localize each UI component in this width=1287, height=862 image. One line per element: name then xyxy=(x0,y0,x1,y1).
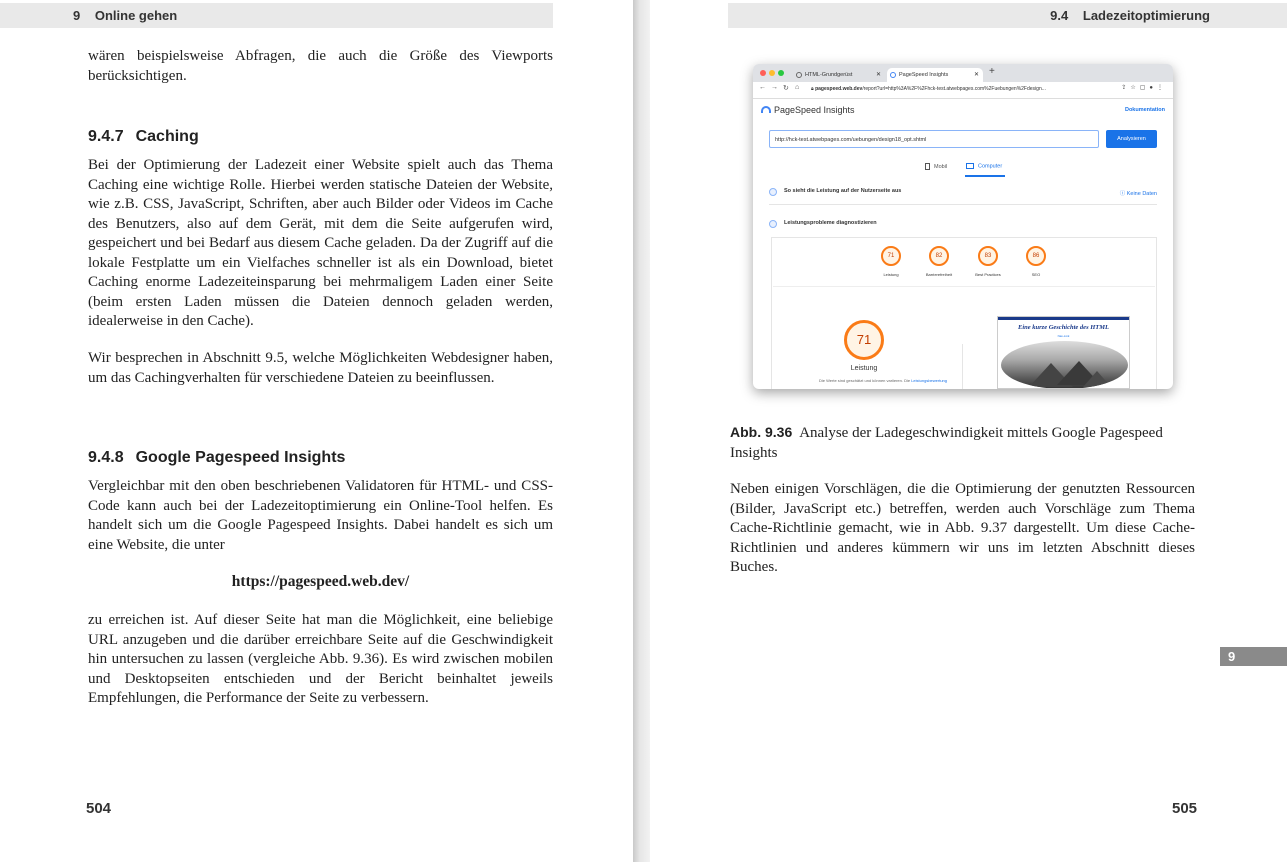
preview-title: Eine kurze Geschichte des HTML xyxy=(1018,324,1109,331)
tab-title: HTML-Grundgerüst xyxy=(805,72,853,78)
intro-paragraph: wären beispielsweise Abfragen, die auch die Größe des Viewports berücksichtigen. xyxy=(88,48,553,84)
browser-tab-html[interactable] xyxy=(793,68,885,82)
pagespeed-paragraph-1: Vergleichbar mit den oben beschriebenen Validatoren für HTML- und CSS-Code kann auch bei der Ladezeitoptimierung ein Online-Tool helfen. Es handelt sich um die Google Pagespeed Insights. Dabei handelt es sich um eine Website, die unter xyxy=(88,478,553,553)
score-label: Leistung xyxy=(883,272,899,277)
caption-text: Analyse der Ladegeschwindigkeit mittels Google Pagespeed Insights xyxy=(730,425,1163,461)
score-label: SEO xyxy=(1031,272,1041,277)
right-paragraph: Neben einigen Vorschlägen, die die Optimierung der genutzten Ressourcen (Bilder, JavaScript etc.) betreffen, werden auch Vorschläge zum Thema Cache-Richtlinie gemacht, wie in Abb. 9.37 dargestellt. Um diese Cache-Richtlinien und anderes kümmern wir uns im letzten Abschnitt dieses Buches. xyxy=(730,481,1195,575)
pagespeed-logo-icon xyxy=(761,106,771,113)
active-tab-indicator xyxy=(965,175,1005,177)
browser-tab-bar xyxy=(753,64,1173,82)
figure-caption xyxy=(730,423,1200,463)
phone-icon xyxy=(925,163,930,170)
book-gutter xyxy=(633,0,650,862)
chapter-number: 9 xyxy=(73,8,81,23)
globe-icon xyxy=(796,72,802,78)
no-data-label: Keine Daten xyxy=(1126,191,1157,197)
heading-title: Google Pagespeed Insights xyxy=(135,449,346,466)
divider xyxy=(769,204,1157,205)
tab-mobile[interactable] xyxy=(925,163,947,170)
reload-icon[interactable]: ↻ xyxy=(783,85,789,92)
performance-score-gauge: 71 xyxy=(844,320,884,360)
tab-desktop[interactable] xyxy=(966,163,1002,169)
heading-title: Caching xyxy=(135,128,199,145)
field-data-heading: So sieht die Leistung auf der Nutzerseite aus xyxy=(784,188,902,194)
score-gauge-best-practices[interactable]: 83 xyxy=(978,246,998,266)
caching-paragraph-2: Wir besprechen in Abschnitt 9.5, welche Möglichkeiten Webdesigner haben, um das Cachingverhalten für verschiedene Dateien zu beeinflussen. xyxy=(88,350,553,386)
score-gauge-seo[interactable]: 86 xyxy=(1026,246,1046,266)
close-icon[interactable]: ✕ xyxy=(973,72,979,78)
back-arrow-icon[interactable]: ← xyxy=(759,84,766,91)
chapter-title: Online gehen xyxy=(94,8,178,23)
documentation-link[interactable]: Dokumentation xyxy=(1124,107,1165,113)
url-input[interactable]: http://hck-test.atwebpages.com/uebungen/design18_opt.shtml xyxy=(769,130,1099,148)
diagnose-heading: Leistungsprobleme diagnostizieren xyxy=(784,220,877,226)
running-header-right xyxy=(728,3,1287,28)
tab-label: Mobil xyxy=(934,163,948,170)
no-data-link[interactable] xyxy=(1120,189,1157,197)
window-minimize-dot[interactable] xyxy=(769,70,775,76)
analyze-button[interactable]: Analysieren xyxy=(1106,130,1157,148)
score-label: Best Practices xyxy=(975,272,1001,277)
page-number-right: 505 xyxy=(1172,800,1198,817)
heading-number: 9.4.8 xyxy=(88,449,124,466)
home-icon[interactable]: ⌂ xyxy=(795,84,800,91)
new-tab-button[interactable]: + xyxy=(989,66,995,77)
score-gauge-performance[interactable]: 71 xyxy=(881,246,901,266)
toolbar-icons[interactable]: ⇪☆▢●⋮ xyxy=(1121,85,1167,91)
close-icon[interactable]: ✕ xyxy=(875,72,881,78)
pyramids-image xyxy=(1001,341,1128,389)
lock-icon: 🔒︎ xyxy=(811,86,816,92)
left-page xyxy=(0,0,633,862)
performance-rating-link[interactable]: Leistungsbewertung xyxy=(911,378,948,383)
right-page xyxy=(650,0,1287,862)
window-close-dot[interactable] xyxy=(760,70,766,76)
preview-subtitle: Nav-Link xyxy=(1057,334,1070,338)
divider xyxy=(962,344,963,389)
heading-caching xyxy=(88,128,199,146)
score-label: Barrierefreiheit xyxy=(925,272,953,277)
note-text: Die Werte sind geschätzt und können variieren. Die xyxy=(818,378,911,383)
page-number-left: 504 xyxy=(86,800,112,817)
address-field[interactable] xyxy=(811,84,1101,95)
caching-paragraph-1: Bei der Optimierung der Ladezeit einer Website spielt auch das Thema Caching eine wichtige Rolle. Hierbei werden statische Dateien der Website, wie z.B. CSS, JavaScript, Schriften, aber auch Bilder oder Videos im Cache des Benutzers, also auf dem Gerät, mit dem die Seite aufgerufen wird, gespeichert und bei Bedarf aus diesem Cache geladen. Da der Zugriff auf die lokale Festplatte um ein Vielfaches schneller ist als ein Download, bietet Caching enorme Ladezeiteinsparung bei mehrmaligem Laden einer Seite (beim ersten Laden müssen die Dateien dennoch geladen werden, idealerweise in den Cache). xyxy=(88,157,553,329)
tab-label: Computer xyxy=(978,163,1003,170)
section-title: Ladezeitoptimierung xyxy=(1082,8,1210,23)
browser-address-bar xyxy=(753,82,1173,99)
heading-number: 9.4.7 xyxy=(88,128,124,145)
pagespeed-favicon-icon xyxy=(890,72,896,78)
window-maximize-dot[interactable] xyxy=(778,70,784,76)
pyramid-shape xyxy=(1083,371,1111,387)
laptop-icon xyxy=(966,163,974,169)
forward-arrow-icon[interactable]: → xyxy=(771,84,778,91)
browser-tab-pagespeed[interactable] xyxy=(887,68,983,82)
app-title: PageSpeed Insights xyxy=(774,105,855,115)
diagnose-icon xyxy=(769,220,777,228)
running-header-left xyxy=(0,3,553,28)
performance-score-label: Leistung xyxy=(850,365,878,372)
users-icon xyxy=(769,188,777,196)
pagespeed-screenshot-figure xyxy=(753,64,1173,389)
pagespeed-paragraph-2: zu erreichen ist. Auf dieser Seite hat man die Möglichkeit, eine beliebige URL anzugeben und die darüber erreichbare Seite auf die Geschwindigkeit hin untersuchen zu lassen (vergleiche Abb. 9.36). Es wird zwischen mobilen und Desktopseiten entschieden und der Bericht beinhaltet jeweils Empfehlungen, die Performance der Seite zu verbessern. xyxy=(88,612,553,706)
divider xyxy=(773,286,1155,287)
tab-title: PageSpeed Insights xyxy=(899,72,949,78)
score-note xyxy=(783,378,983,383)
heading-pagespeed xyxy=(88,449,345,467)
address-host: pagespeed.web.dev xyxy=(815,86,863,92)
score-gauge-accessibility[interactable]: 82 xyxy=(929,246,949,266)
preview-top-bar xyxy=(998,317,1129,320)
pagespeed-header xyxy=(753,99,1173,121)
info-icon: ⓘ xyxy=(1119,191,1127,197)
address-path: /report?url=http%3A%2F%2Fhck-test.atwebpages.com%2Fuebungen%2Fdesign... xyxy=(862,86,1046,92)
section-number: 9.4 xyxy=(1050,8,1069,23)
pagespeed-url[interactable]: https://pagespeed.web.dev/ xyxy=(231,573,410,590)
caption-label: Abb. 9.36 xyxy=(730,424,793,440)
page-preview-thumbnail xyxy=(997,316,1130,389)
chapter-thumb-tab: 9 xyxy=(1220,647,1287,666)
